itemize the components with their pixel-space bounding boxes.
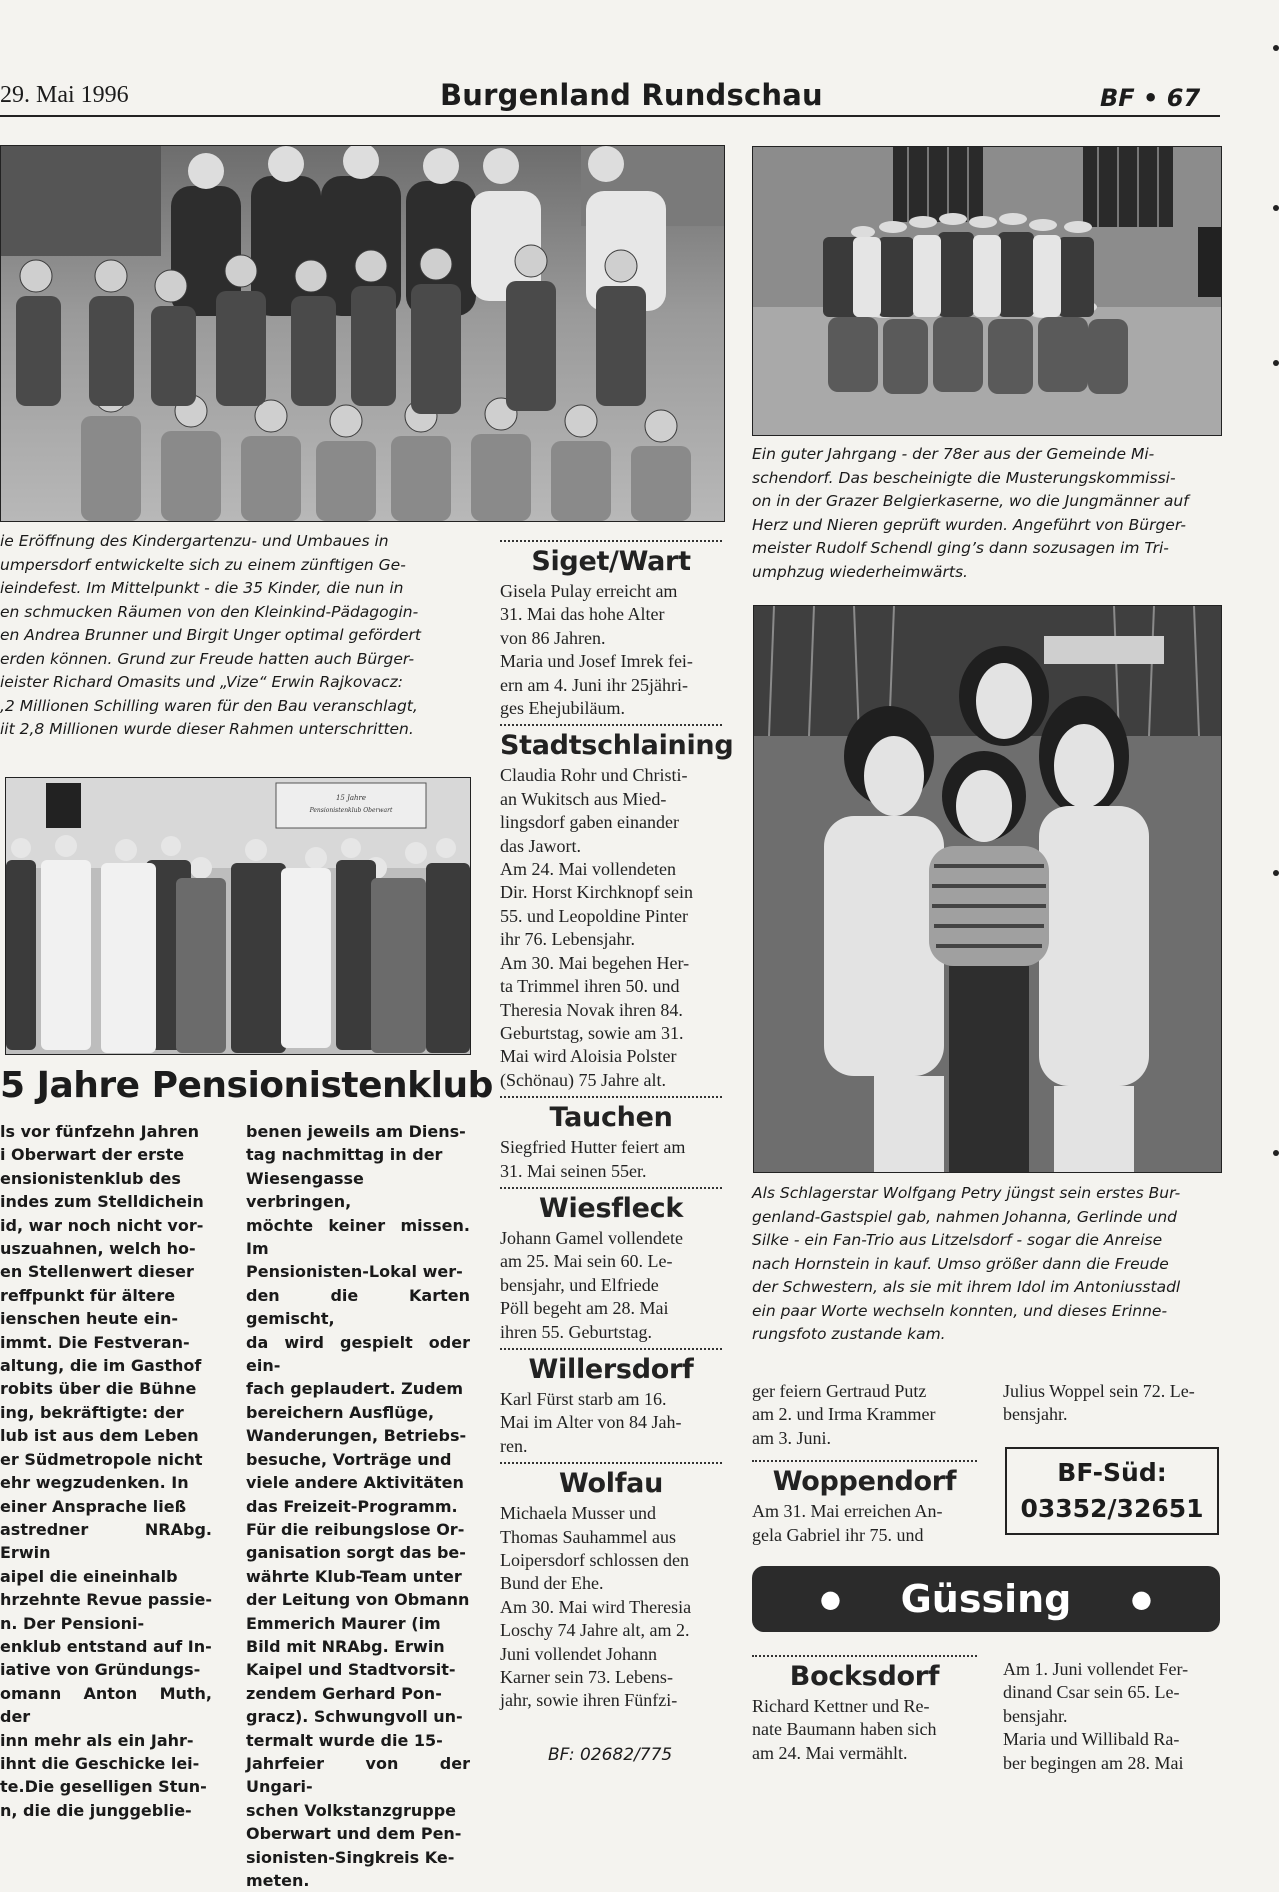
text-line: en Stellenwert dieser <box>0 1262 194 1282</box>
margin-mark <box>1273 205 1279 211</box>
text-line: omann Anton Muth, der <box>0 1683 212 1727</box>
text-line: lub ist aus dem Leben <box>0 1426 199 1446</box>
caption-line: der Schwestern, als sie mit ihrem Idol im Antoniusstadl <box>752 1278 1181 1296</box>
text-line: iative von Gründungs- <box>0 1660 201 1680</box>
text-line: ta Trimmel ihren 50. und <box>500 976 680 997</box>
text-line: Geburtstag, sowie am 31. <box>500 1022 684 1043</box>
text-line: nate Baumann haben sich <box>752 1719 937 1740</box>
text-line: Mai im Alter von 84 Jah- <box>500 1412 682 1433</box>
text-line: Loipersdorf schlossen den <box>500 1550 689 1570</box>
dotted-divider <box>752 1655 977 1657</box>
text-line: ing, bekräftigte: der <box>0 1402 184 1422</box>
header-rule <box>0 115 1220 117</box>
margin-mark <box>1273 1150 1279 1156</box>
dotted-divider <box>500 1462 722 1464</box>
newspaper-title: Burgenland Rundschau <box>440 78 823 112</box>
caption-line: schendorf. Das bescheinigte die Musterungskommissi- <box>752 468 1176 487</box>
text-line: Am 30. Mai wird Theresia <box>500 1596 692 1617</box>
text-line: Pöll begeht am 28. Mai <box>500 1298 669 1319</box>
text-line: Maria und Josef Imrek fei- <box>500 651 693 672</box>
pensioners-photo <box>5 777 471 1055</box>
text-line: ganisation sorgt das be- <box>246 1543 466 1563</box>
text-line: Thomas Sauhammel aus <box>500 1526 676 1547</box>
text-line: Maria und Willibald Ra- <box>1003 1729 1180 1750</box>
text-line: dinand Csar sein 65. Le- <box>1003 1682 1180 1703</box>
caption-line: iit 2,8 Millionen wurde dieser Rahmen unterschritten. <box>0 720 414 738</box>
town-heading: Tauchen <box>549 1102 673 1134</box>
text-line: viele andere Aktivitäten <box>246 1473 464 1493</box>
text-line: Karner sein 73. Lebens- <box>500 1667 673 1688</box>
dotted-divider <box>500 1348 722 1350</box>
town-heading: Willersdorf <box>528 1353 694 1385</box>
text-line: n. Der Pensioni- <box>0 1613 145 1633</box>
jahrgang-photo <box>752 146 1222 436</box>
caption-line: Silke - ein Fan-Trio aus Litzelsdorf - sogar die Anreise <box>752 1231 1163 1249</box>
text-line: Siegfried Hutter feiert am <box>500 1137 686 1158</box>
caption-line: Als Schlagerstar Wolfgang Petry jüngst sein erstes Bur- <box>752 1184 1181 1202</box>
text-line: am 25. Mai sein 60. Le- <box>500 1251 673 1272</box>
text-line: schen Volkstanzgruppe <box>246 1800 456 1820</box>
caption-line: rungsfoto zustande kam. <box>752 1325 946 1343</box>
bullet-icon: ● <box>820 1585 841 1613</box>
caption-line: Ein guter Jahrgang - der 78er aus der Gemeinde Mi- <box>752 445 1155 463</box>
text-line: Johann Gamel vollendete <box>500 1227 683 1248</box>
text-line: Für die reibungslose Or- <box>246 1519 465 1539</box>
text-line: benen jeweils am Diens- <box>246 1122 466 1141</box>
caption-line: ein paar Worte wechseln konnten, und dieses Erinne- <box>752 1301 1168 1320</box>
text-line: Mai wird Aloisia Polster <box>500 1046 677 1067</box>
text-line: bensjahr. <box>1003 1404 1068 1425</box>
text-line: Loschy 74 Jahre alt, am 2. <box>500 1620 690 1641</box>
text-line: da wird gespielt oder ein- <box>246 1332 470 1376</box>
dotted-divider <box>500 724 722 726</box>
text-line: bensjahr, und Elfriede <box>500 1274 659 1295</box>
text-line: lingsdorf gaben einander <box>500 812 679 833</box>
text-line: gela Gabriel ihr 75. und <box>752 1524 924 1545</box>
caption-line: en Andrea Brunner und Birgit Unger optimal gefördert <box>0 626 421 644</box>
text-line: Bund der Ehe. <box>500 1573 604 1594</box>
dotted-divider <box>500 540 722 542</box>
text-line: Jahrfeier von der Ungari- <box>246 1753 470 1797</box>
text-line: robits über die Bühne <box>0 1379 197 1399</box>
fan-trio-photo-graphic <box>754 606 1221 1172</box>
banner-text-line2: Pensionistenklub Oberwart <box>309 807 393 814</box>
text-line: indes zum Stelldichein <box>0 1192 204 1212</box>
fans-caption <box>752 1182 1222 1347</box>
text-line: Kaipel und Stadtvorsit- <box>246 1660 456 1680</box>
pension-article-column-1 <box>0 1120 212 1822</box>
text-line: tag nachmittag in der <box>246 1145 443 1165</box>
text-line: ihr 76. Lebensjahr. <box>500 929 635 950</box>
right-lower-column-1 <box>752 1380 977 1547</box>
text-line: ber begingen am 28. Mai <box>1003 1752 1184 1773</box>
text-line: das Freizeit-Programm. <box>246 1496 458 1516</box>
text-line: bereichern Ausflüge, <box>246 1402 435 1422</box>
text-line: er Südmetropole nicht <box>0 1449 203 1469</box>
text-line: Am 31. Mai erreichen An- <box>752 1501 943 1522</box>
text-line: aipel die eineinhalb <box>0 1566 178 1586</box>
margin-mark <box>1273 870 1279 876</box>
text-line: ren. <box>500 1435 528 1456</box>
town-heading: Stadtschlaining <box>500 730 734 762</box>
caption-line: en schmucken Räumen von den Kleinkind-Pädagogin- <box>0 602 419 621</box>
text-line: Am 30. Mai begehen Her- <box>500 952 690 973</box>
bf-sued-phone: 03352/32651 <box>1020 1494 1204 1523</box>
kindergarten-caption <box>0 530 480 742</box>
town-heading-bocksdorf: Bocksdorf <box>789 1661 940 1692</box>
caption-line: ieister Richard Omasits und „Vize“ Erwin Rajkovacz: <box>0 673 403 691</box>
text-line: Juni vollendet Johann <box>500 1643 657 1664</box>
pension-article-column-2 <box>246 1120 470 1892</box>
text-line: ihren 55. Geburtstag. <box>500 1321 652 1342</box>
bocksdorf-column <box>752 1655 977 1765</box>
caption-line: ieindefest. Im Mittelpunkt - die 35 Kinder, die nun in <box>0 579 404 597</box>
dotted-divider <box>752 1460 977 1462</box>
caption-line: ie Eröffnung des Kindergartenzu- und Umbaues in <box>0 532 389 550</box>
text-line: Wanderungen, Betriebs- <box>246 1426 467 1446</box>
text-line: te.Die geselligen Stun- <box>0 1777 207 1797</box>
text-line: 31. Mai seinen 55er. <box>500 1160 647 1181</box>
text-line: Dir. Horst Kirchknopf sein <box>500 882 693 903</box>
text-line: Oberwart und dem Pen- <box>246 1824 462 1844</box>
text-line: ienschen heute ein- <box>0 1309 179 1329</box>
caption-line: on in der Grazer Belgierkaserne, wo die Jungmänner auf <box>752 492 1189 510</box>
dotted-divider <box>500 1187 722 1189</box>
text-line: am 3. Juni. <box>752 1427 831 1448</box>
text-line: ensionistenklub des <box>0 1168 181 1188</box>
caption-line: ,2 Millionen Schilling waren für den Bau veranschlagt, <box>0 696 418 715</box>
text-line: enklub entstand auf In- <box>0 1636 212 1656</box>
text-line: am 24. Mai vermählt. <box>752 1742 908 1763</box>
dotted-divider <box>500 1096 722 1098</box>
text-line: i Oberwart der erste <box>0 1145 185 1165</box>
text-line: zendem Gerhard Pon- <box>246 1683 442 1703</box>
text-line: Pensionisten-Lokal wer- <box>246 1262 463 1282</box>
text-line: an Wukitsch aus Mied- <box>500 788 667 809</box>
text-line: termalt wurde die 15- <box>246 1730 443 1750</box>
section-title: Güssing <box>900 1577 1072 1621</box>
margin-mark <box>1273 45 1279 51</box>
town-heading: Wiesfleck <box>539 1192 683 1224</box>
text-line: einer Ansprache ließ <box>0 1496 187 1516</box>
kindergarten-photo <box>0 145 725 522</box>
text-line: ls vor fünfzehn Jahren <box>0 1122 199 1141</box>
text-line: sionisten-Singkreis Ke- <box>246 1847 455 1867</box>
text-line: id, war noch nicht vor- <box>0 1215 204 1235</box>
text-line: immt. Die Festveran- <box>0 1332 190 1352</box>
text-line: Am 1. Juni vollendet Fer- <box>1003 1659 1189 1679</box>
text-line: Am 24. Mai vollendeten <box>500 859 676 880</box>
caption-line: erden können. Grund zur Freude hatten auch Bürger- <box>0 649 415 668</box>
text-line: bensjahr. <box>1003 1705 1068 1726</box>
text-line: jahr, sowie ihren Fünfzi- <box>500 1690 678 1711</box>
caption-line: Herz und Nieren geprüft wurden. Angeführt von Bürger- <box>752 515 1186 534</box>
text-line: Karl Fürst starb am 16. <box>500 1388 667 1409</box>
caption-line: nach Hornstein in kauf. Umso größer dann die Freude <box>752 1254 1169 1273</box>
page-number: BF • 67 <box>1100 84 1201 112</box>
text-line: ehr wegzudenken. In <box>0 1473 189 1493</box>
jahrgang-photo-graphic <box>753 147 1221 435</box>
town-heading: Wolfau <box>558 1468 663 1500</box>
bf-office-phone: BF: 02682/775 <box>548 1745 673 1765</box>
text-line: altung, die im Gasthof <box>0 1356 202 1376</box>
text-line: Richard Kettner und Re- <box>752 1696 930 1716</box>
text-line: Michaela Musser und <box>500 1503 656 1524</box>
caption-line: meister Rudolf Schendl ging’s dann sozusagen im Tri- <box>752 539 1169 557</box>
bf-sued-contact-box <box>1005 1447 1219 1535</box>
text-line: möchte keiner missen. Im <box>246 1215 470 1259</box>
text-line: den die Karten gemischt, <box>246 1285 470 1329</box>
pension-headline: 5 Jahre Pensionistenklub <box>0 1065 493 1106</box>
text-line: meten. <box>246 1871 310 1890</box>
text-line: uszuahnen, welch ho- <box>0 1239 196 1259</box>
town-heading-woppendorf: Woppendorf <box>772 1466 957 1498</box>
text-line: 31. Mai das hohe Alter <box>500 604 665 625</box>
text-line: astredner NRAbg. Erwin <box>0 1519 212 1563</box>
text-line: Wiesengasse verbringen, <box>246 1168 364 1212</box>
text-line: Claudia Rohr und Christi- <box>500 765 688 786</box>
text-line: fach geplaudert. Zudem <box>246 1379 464 1399</box>
text-line: ges Ehejubiläum. <box>500 698 625 719</box>
caption-line: genland-Gastspiel gab, nahmen Johanna, Gerlinde und <box>752 1207 1177 1226</box>
text-line: ihnt die Geschicke lei- <box>0 1753 200 1773</box>
text-line: gracz). Schwungvoll un- <box>246 1707 463 1727</box>
text-line: ern am 4. Juni ihr 25jähri- <box>500 674 688 695</box>
banner-text-line1: 15 Jahre <box>335 794 367 802</box>
town-heading: Siget/Wart <box>531 546 691 577</box>
text-line: von 86 Jahren. <box>500 627 606 648</box>
jahrgang-caption <box>752 443 1222 584</box>
local-news-column <box>500 540 734 1713</box>
right-lower-column-2 <box>1003 1380 1223 1427</box>
caption-line: umphzug wiederheimwärts. <box>752 562 968 581</box>
text-line: reffpunkt für ältere <box>0 1285 176 1305</box>
bf-sued-label: BF-Süd: <box>1057 1458 1167 1487</box>
fan-trio-photo <box>753 605 1222 1173</box>
text-line: der Leitung von Obmann <box>246 1590 470 1610</box>
text-line: besuche, Vorträge und <box>246 1449 452 1469</box>
text-line: 55. und Leopoldine Pinter <box>500 905 688 926</box>
text-line: (Schönau) 75 Jahre alt. <box>500 1069 666 1090</box>
text-line: Theresia Novak ihren 84. <box>500 999 683 1020</box>
text-line: inn mehr als ein Jahr- <box>0 1730 194 1750</box>
kindergarten-photo-graphic <box>1 146 724 521</box>
text-line: Julius Woppel sein 72. Le- <box>1003 1381 1195 1401</box>
text-line: n, die die junggeblie- <box>0 1800 192 1820</box>
text-line: das Jawort. <box>500 835 581 856</box>
text-line: Emmerich Maurer (im <box>246 1613 441 1633</box>
text-line: am 2. und Irma Krammer <box>752 1404 936 1425</box>
caption-line: umpersdorf entwickelte sich zu einem zünftigen Ge- <box>0 555 406 574</box>
text-line: währte Klub-Team unter <box>246 1566 462 1586</box>
issue-date: 29. Mai 1996 <box>0 82 129 108</box>
last-news-column <box>1003 1658 1223 1775</box>
margin-mark <box>1273 360 1279 366</box>
text-line: ger feiern Gertraud Putz <box>752 1381 927 1401</box>
guessing-section-banner <box>752 1566 1220 1632</box>
text-line: hrzehnte Revue passie- <box>0 1590 212 1610</box>
pensioners-photo-graphic <box>6 778 470 1054</box>
text-line: Bild mit NRAbg. Erwin <box>246 1636 445 1656</box>
text-line: Gisela Pulay erreicht am <box>500 581 678 601</box>
bullet-icon: ● <box>1131 1585 1152 1613</box>
